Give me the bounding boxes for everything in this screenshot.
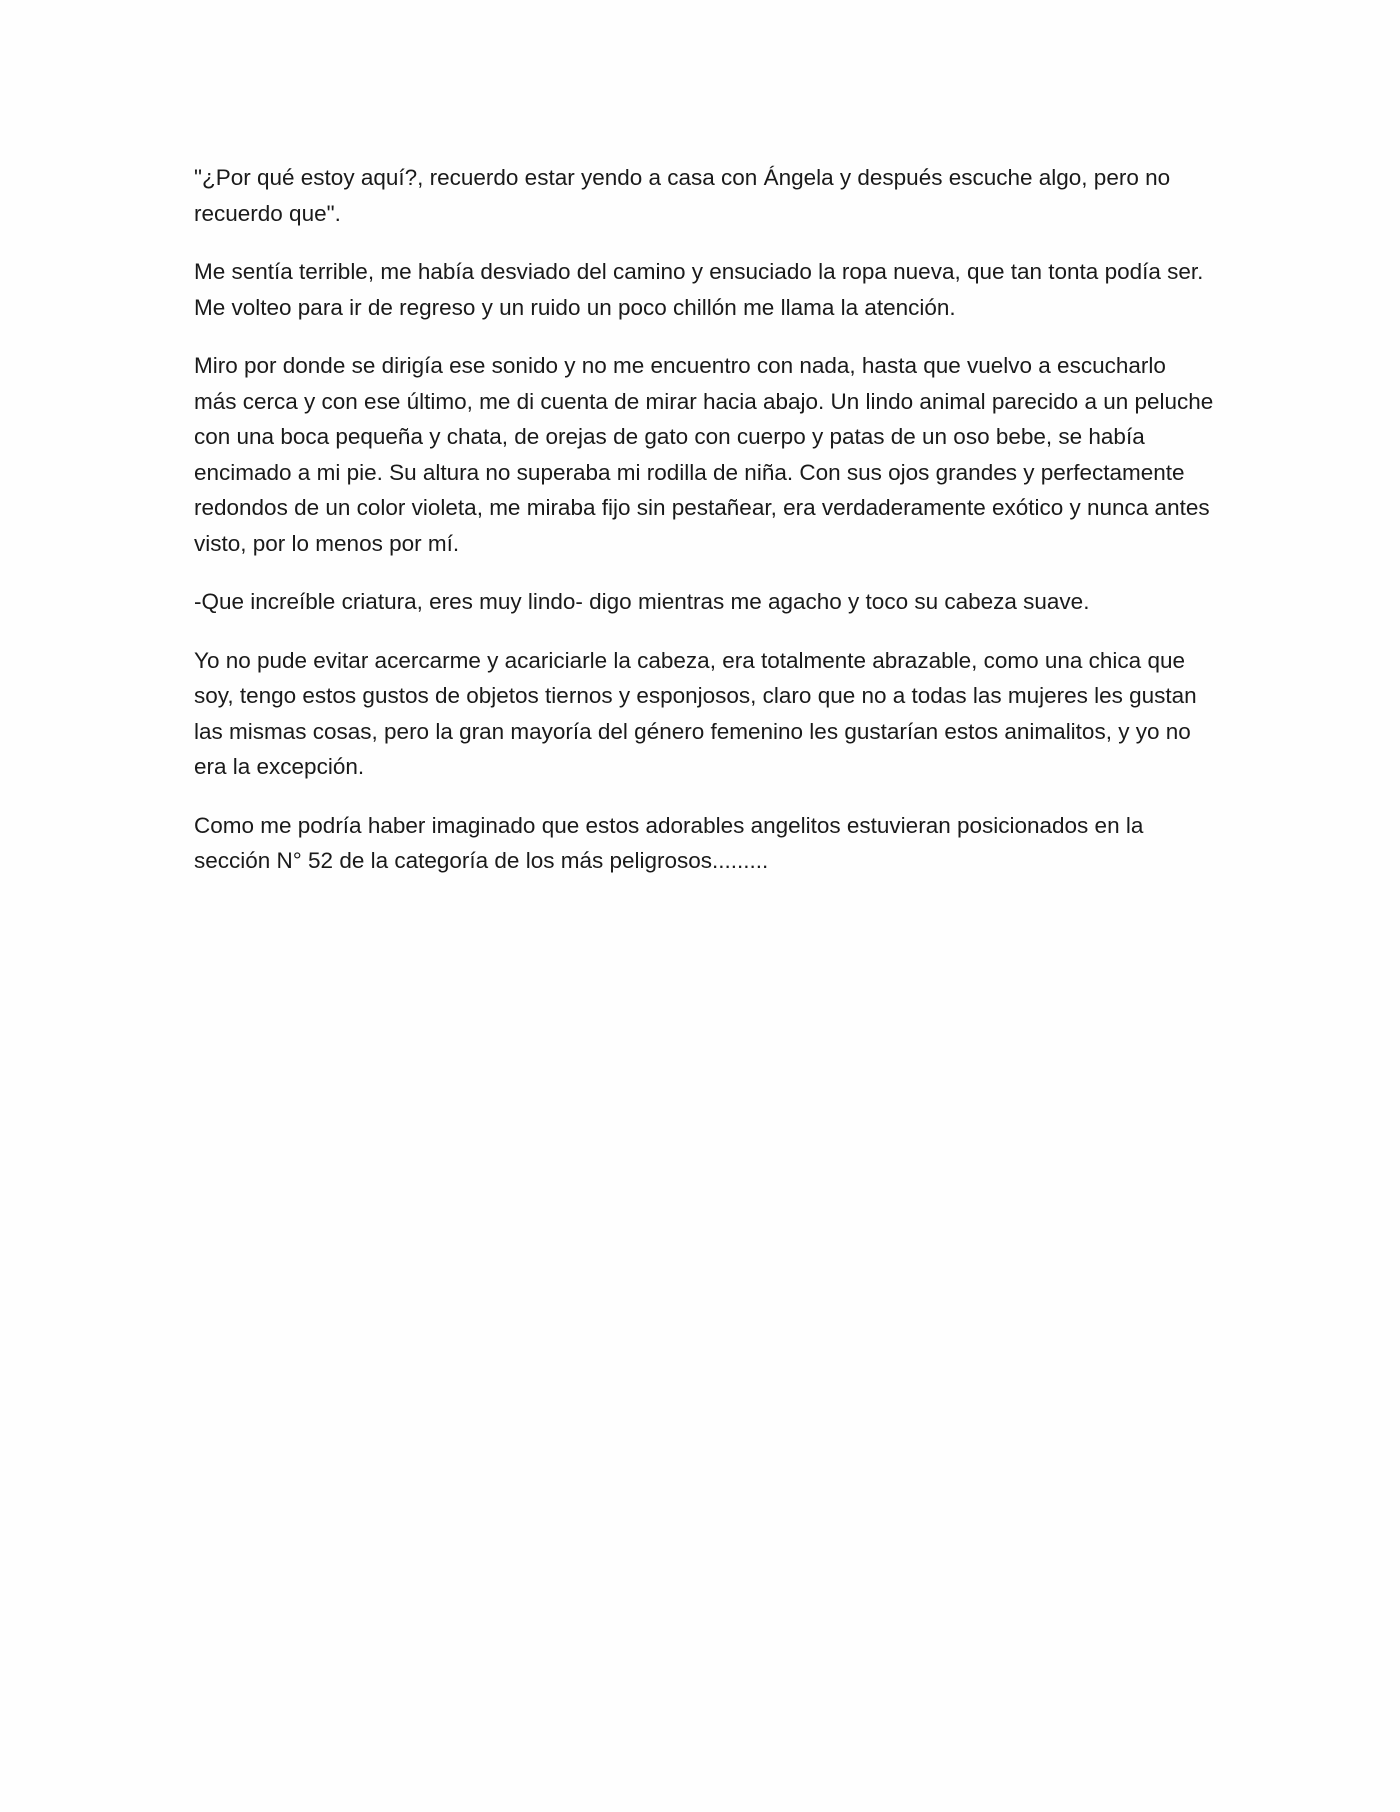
paragraph: Como me podría haber imaginado que estos adorables angelitos estuvieran posicionados en la sección N° 52 de la categoría de los más peligrosos......... [194, 812, 1144, 873]
paragraph: -Que increíble criatura, eres muy lindo- digo mientras me agacho y toco su cabeza suave. [194, 589, 1090, 614]
paragraph: "¿Por qué estoy aquí?, recuerdo estar yendo a casa con Ángela y después escuche algo, pero no recuerdo que". [194, 165, 1171, 226]
document-body [194, 160, 1214, 902]
paragraph: Me sentía terrible, me había desviado del camino y ensuciado la ropa nueva, que tan tonta podía ser. Me volteo para ir de regreso y un ruido un poco chillón me llama la atención. [194, 259, 1204, 320]
paragraph: Miro por donde se dirigía ese sonido y no me encuentro con nada, hasta que vuelvo a escucharlo más cerca y con ese último, me di cuenta de mirar hacia abajo. Un lindo animal parecido a un peluche con una boca pequeña y chata, de orejas de gato con cuerpo y patas de un oso bebe, se había encimado a mi pie. Su altura no superaba mi rodilla de niña. Con sus ojos grandes y perfectamente redondos de un color violeta, me miraba fijo sin pestañear, era verdaderamente exótico y nunca antes visto, por lo menos por mí. [194, 353, 1214, 556]
paragraph: Yo no pude evitar acercarme y acariciarle la cabeza, era totalmente abrazable, como una chica que soy, tengo estos gustos de objetos tiernos y esponjosos, claro que no a todas las mujeres les gustan las mismas cosas, pero la gran mayoría del género femenino les gustarían estos animalitos, y yo no era la excepción. [194, 647, 1197, 779]
